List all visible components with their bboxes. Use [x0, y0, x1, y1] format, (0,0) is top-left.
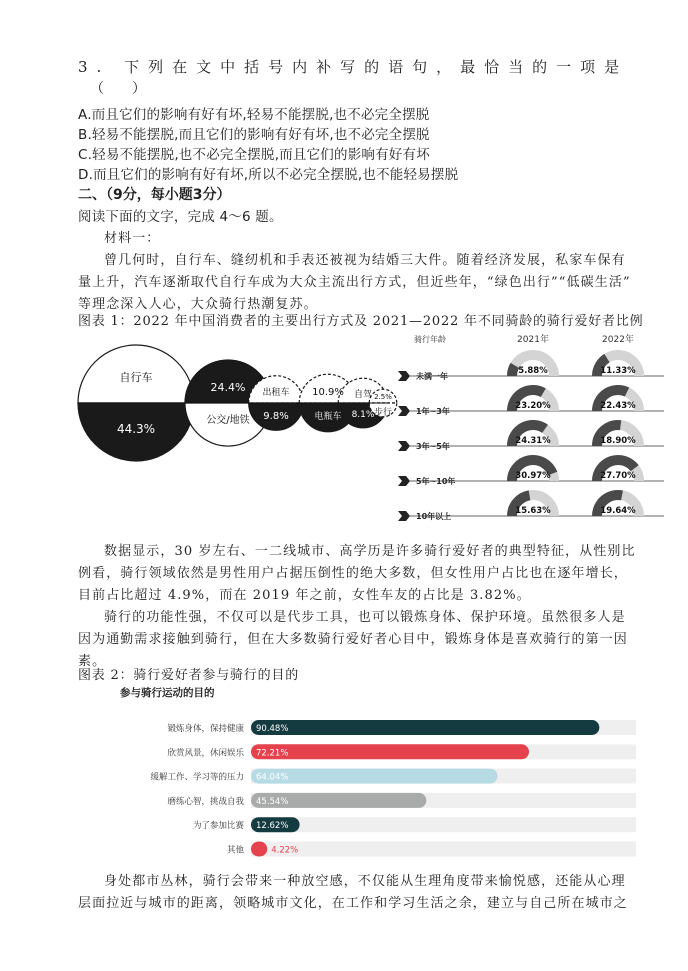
riding-age-arrow-0 [398, 371, 410, 381]
purpose-value-2: 64.04% [256, 772, 289, 783]
purpose-track-5 [251, 842, 636, 857]
purpose-bar-1 [251, 744, 529, 759]
gauge-fill-0-0 [512, 365, 515, 376]
gauge-value-0-2: 24.31% [515, 436, 551, 446]
option-c: C.轻易不能摆脱,也不必完全摆脱,而且它们的影响有好有坏 [78, 147, 430, 163]
riding-age-arrow-1 [398, 406, 410, 416]
gauge-value-0-3: 30.97% [515, 471, 551, 481]
question-3-stem: 3. 下列在文中括号内补写的语句，最恰当的一项是 [78, 58, 629, 76]
para4-line2: 层面拉近与城市的距离，领略城市文化，在工作和学习生活之余，建立与自己所在城市之 [78, 896, 628, 911]
riding-age-label-2: 3年~5年 [416, 442, 450, 451]
material-label: 材料一： [104, 231, 161, 246]
para3-line3: 素。 [78, 654, 107, 669]
gauge-value-0-1: 23.20% [515, 401, 551, 411]
purpose-value-1: 72.21% [256, 748, 289, 759]
mode-value-ebike: 10.9% [312, 387, 344, 398]
para2-line1: 数据显示，30 岁左右、一二线城市、高学历是许多骑行爱好者的典型特征，从性别比 [104, 544, 636, 559]
para1-line2: 量上升，汽车逐渐取代自行车成为大众主流出行方式，但近些年，“绿色出行”“低碳生活” [78, 275, 631, 290]
purpose-label-1: 欣赏风景，休闲娱乐 [167, 748, 244, 759]
purpose-value-4: 12.62% [256, 821, 289, 832]
mode-value-bus: 24.4% [210, 381, 246, 394]
mode-value-bicycle: 44.3% [116, 422, 156, 436]
purpose-value-5: 4.22% [271, 845, 299, 856]
purpose-value-0: 90.48% [256, 724, 289, 734]
purpose-label-3: 磨练心智，挑战自我 [167, 796, 244, 807]
purpose-track-4 [251, 817, 636, 832]
para3-line1: 骑行的功能性强，不仅可以是代步工具，也可以锻炼身体、保护环境。虽然很多人是 [104, 610, 626, 625]
mode-value-drive: 8.1% [351, 410, 375, 420]
mode-label-bicycle: 自行车 [119, 371, 153, 384]
riding-age-arrow-4 [398, 511, 410, 521]
purpose-label-5: 其他 [226, 845, 244, 856]
para2-line2: 例看，骑行领域依然是男性用户占据压倒性的绝大多数，但女性用户占比也在逐年增长， [78, 566, 628, 581]
option-b: B.轻易不能摆脱,而且它们的影响有好有坏,也不必完全摆脱 [78, 127, 430, 143]
answer-parenthesis: （ ） [90, 81, 146, 97]
para3-line2: 因为通勤需求接触到骑行，但在大多数骑行爱好者心目中，锻炼身体是喜欢骑行的第一因 [78, 632, 628, 647]
purpose-chart-title: 参与骑行运动的目的 [120, 687, 215, 699]
riding-age-header: 骑行年龄 [414, 335, 446, 344]
riding-age-arrow-2 [398, 441, 410, 451]
riding-age-arrow-3 [398, 476, 410, 486]
para4-line1: 身处都市丛林，骑行会带来一种放空感，不仅能从生理角度带来愉悦感，还能从心理 [104, 874, 626, 889]
mode-label-ebike: 电瓶车 [314, 412, 342, 422]
riding-age-label-0: 未满一年 [416, 372, 448, 381]
gauge-value-0-4: 15.63% [515, 506, 551, 516]
mode-label-taxi: 出租车 [262, 388, 290, 398]
option-d: D.而且它们的影响有好有坏,所以不必完全摆脱,也不能轻易摆脱 [78, 167, 459, 183]
section-2-title: 二、（9分，每小题3分） [78, 187, 231, 203]
riding-age-header-2021: 2021年 [517, 335, 549, 345]
para1-line1: 曾几何时，自行车、缝纫机和手表还被视为结婚三大件。随着经济发展，私家车保有 [104, 253, 626, 268]
travel-mode-chart [78, 333, 393, 473]
mode-label-bus: 公交/地铁 [206, 415, 250, 426]
section-2-instruction: 阅读下面的文字，完成 4～6 题。 [78, 209, 283, 225]
gauge-value-1-4: 19.64% [600, 506, 636, 516]
riding-age-header-2022: 2022年 [602, 335, 634, 345]
riding-age-chart [392, 330, 672, 530]
gauge-value-1-2: 18.90% [600, 436, 636, 446]
purpose-label-4: 为了参加比赛 [192, 821, 244, 832]
purpose-label-2: 缓解工作、学习等的压力 [150, 772, 244, 783]
purpose-bar-chart [110, 682, 650, 857]
riding-age-label-4: 10年以上 [416, 512, 452, 521]
purpose-value-3: 45.54% [256, 796, 289, 807]
mode-value-walk: 2.5% [374, 393, 392, 401]
riding-age-label-3: 5年~10年 [416, 477, 456, 486]
mode-value-taxi: 9.8% [263, 411, 289, 422]
mode-label-walk: 步行 [373, 408, 393, 418]
figure-1-caption: 图表 1：2022 年中国消费者的主要出行方式及 2021—2022 年不同骑龄的骑行爱好者比例 [78, 314, 644, 329]
para1-line3: 等理念深入人心，大众骑行热潮复苏。 [78, 297, 318, 312]
gauge-value-0-0: 5.88% [518, 366, 548, 376]
gauge-value-1-3: 27.70% [600, 471, 636, 481]
figure-2-caption: 图表 2：骑行爱好者参与骑行的目的 [78, 668, 300, 683]
purpose-bar-0 [251, 720, 599, 735]
riding-age-label-1: 1年~3年 [416, 407, 450, 416]
para2-line3: 目前占比超过 4.9%，而在 2019 年之前，女性车友的占比是 3.82%。 [78, 588, 531, 603]
purpose-bar-5 [251, 842, 267, 857]
purpose-label-0: 锻炼身体，保持健康 [167, 724, 244, 734]
option-a: A.而且它们的影响有好有坏,轻易不能摆脱,也不必完全摆脱 [78, 107, 430, 123]
gauge-value-1-1: 22.43% [600, 401, 636, 411]
gauge-value-1-0: 11.33% [600, 366, 636, 376]
mode-label-drive: 自驾 [353, 390, 373, 400]
